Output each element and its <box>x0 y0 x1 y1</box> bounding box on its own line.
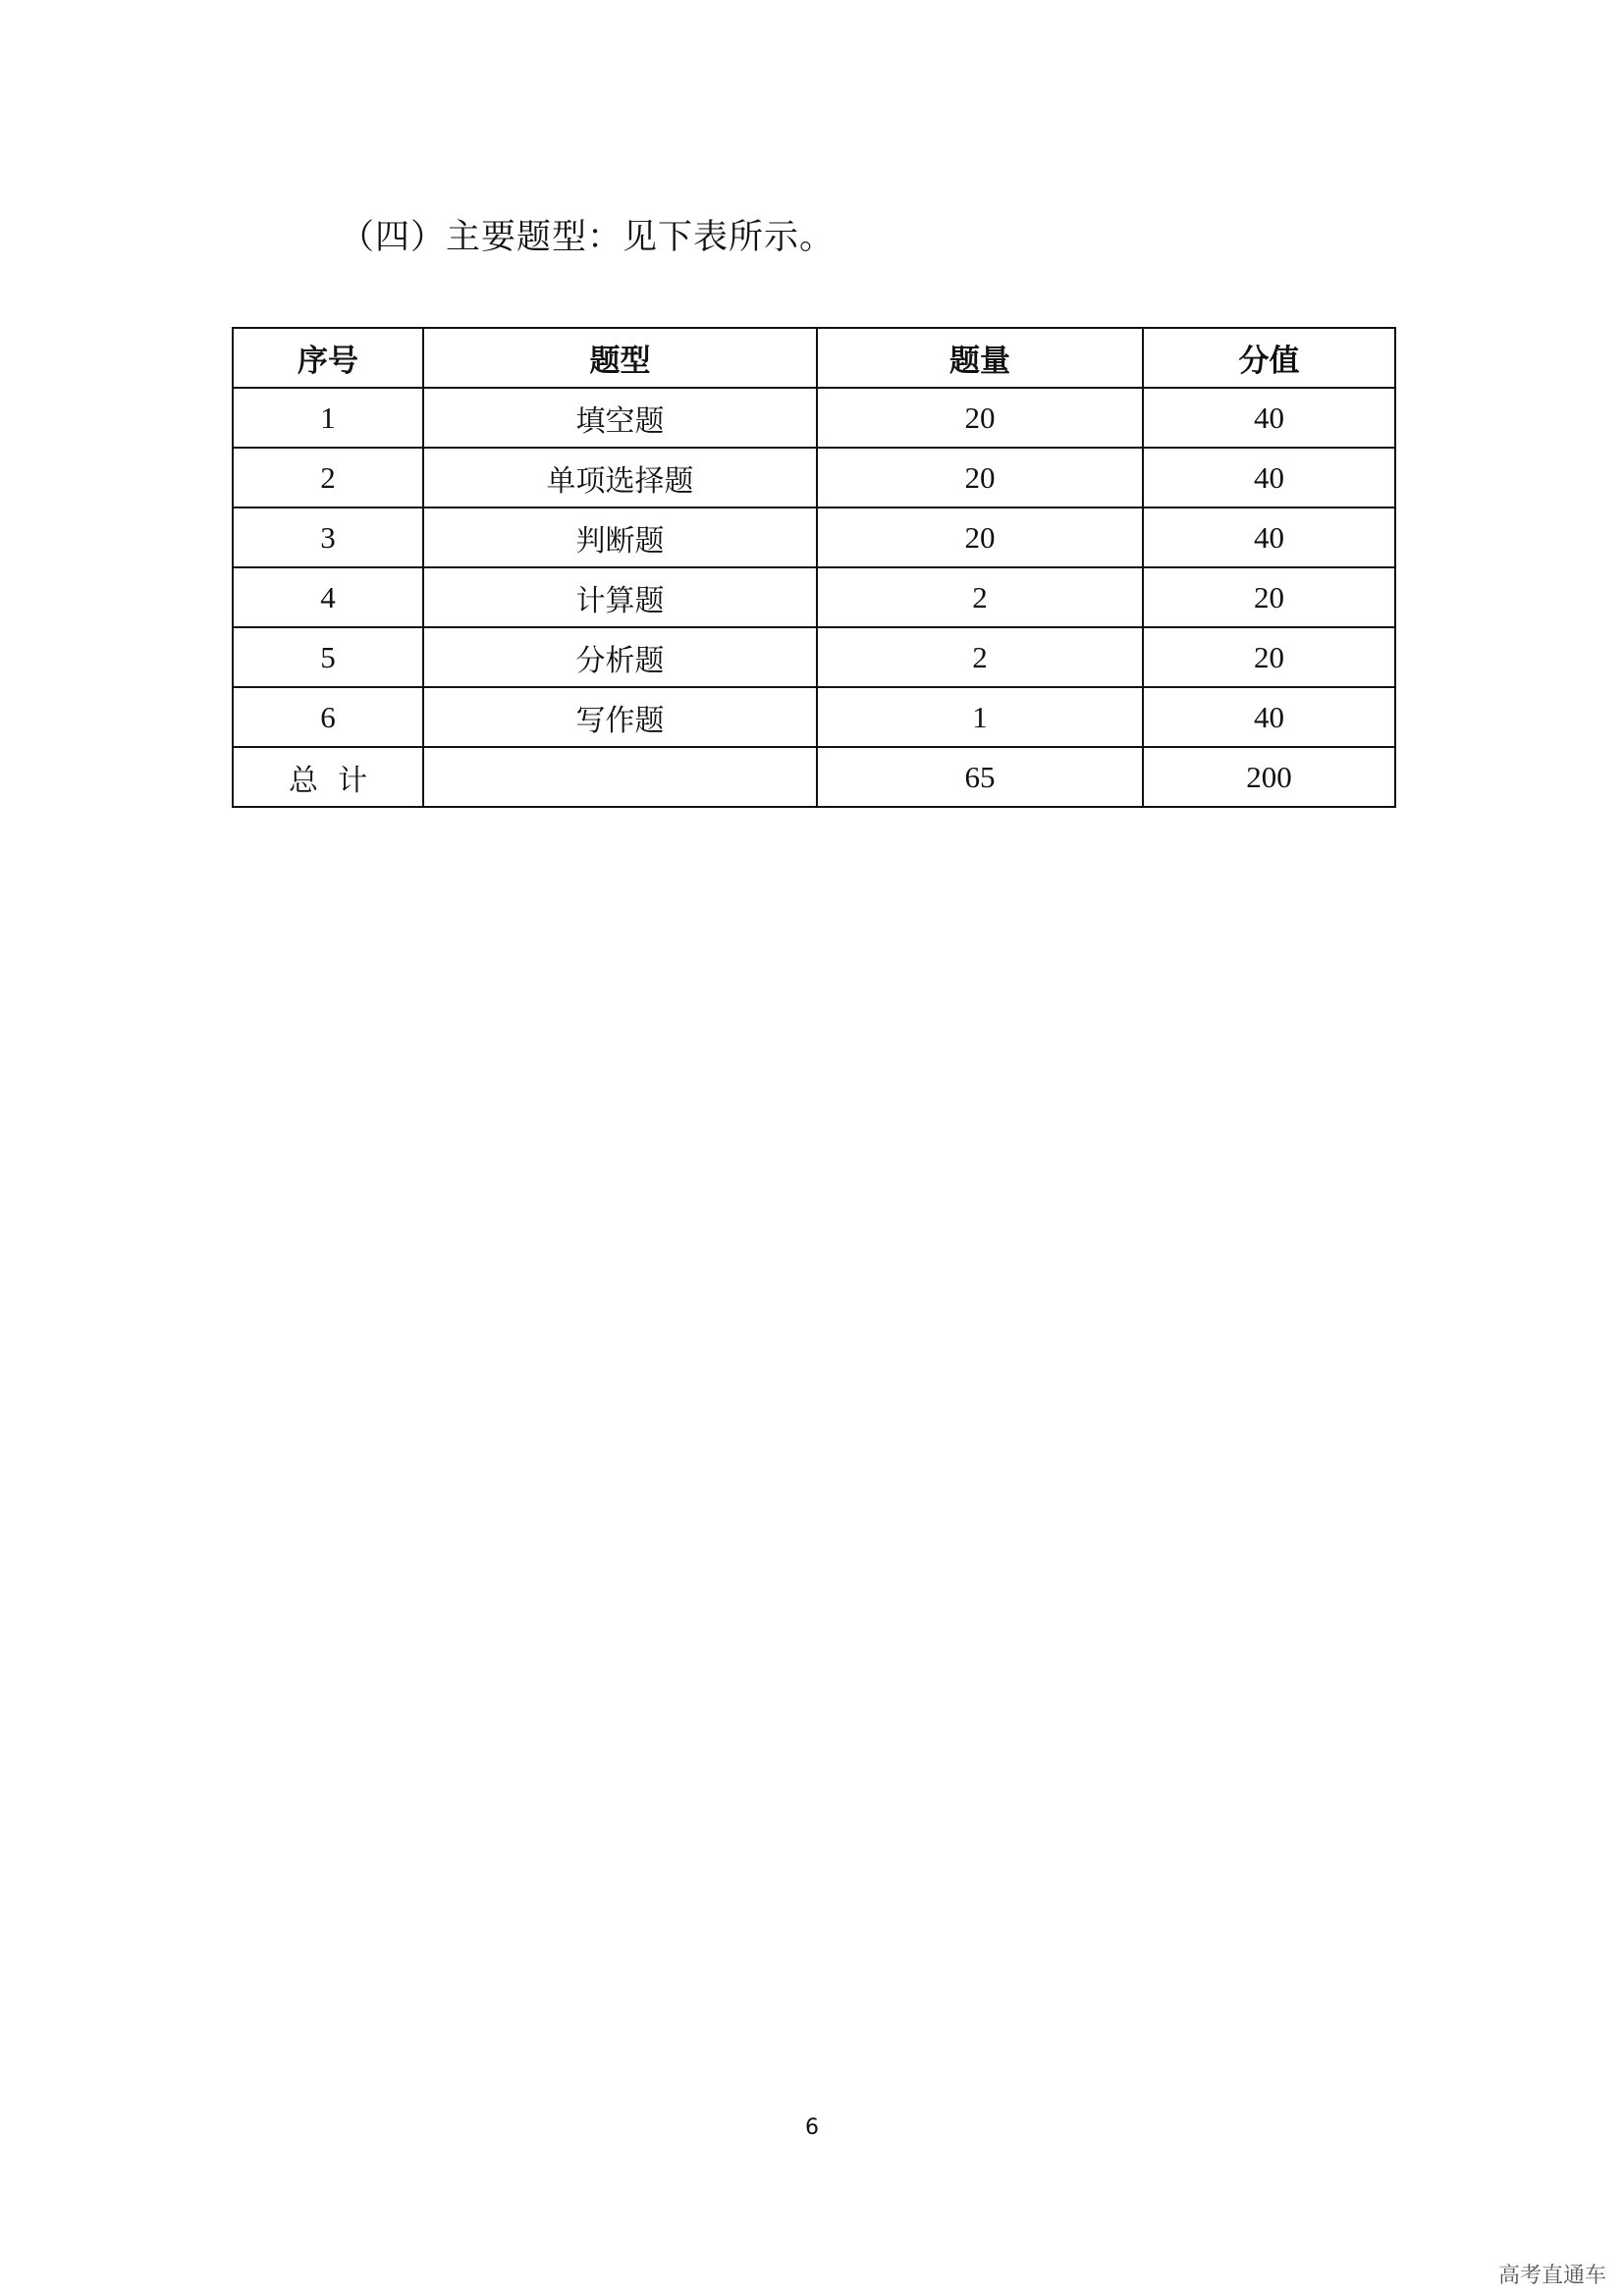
row-question-count: 1 <box>817 687 1143 747</box>
page-number: 6 <box>805 2115 819 2140</box>
row-score: 40 <box>1143 687 1395 747</box>
table-row <box>233 567 1395 627</box>
row-score: 40 <box>1143 507 1395 567</box>
row-index: 4 <box>233 567 423 627</box>
row-question-type: 写作题 <box>423 687 817 747</box>
header-index: 序号 <box>233 328 423 388</box>
row-score: 20 <box>1143 567 1395 627</box>
header-score: 分值 <box>1143 328 1395 388</box>
row-question-type: 单项选择题 <box>423 448 817 507</box>
table-row <box>233 627 1395 687</box>
table-row <box>233 388 1395 448</box>
table-header-row <box>233 328 1395 388</box>
header-question-count: 题量 <box>817 328 1143 388</box>
row-question-count: 20 <box>817 448 1143 507</box>
section-heading: （四）主要题型：见下表所示。 <box>340 218 836 257</box>
total-score: 200 <box>1143 747 1395 807</box>
row-index: 2 <box>233 448 423 507</box>
watermark: 高考直通车 <box>1497 2264 1606 2288</box>
table-total-row <box>233 747 1395 807</box>
row-question-type: 计算题 <box>423 567 817 627</box>
row-score: 40 <box>1143 388 1395 448</box>
row-score: 40 <box>1143 448 1395 507</box>
row-question-count: 20 <box>817 507 1143 567</box>
total-label-text: 总计 <box>289 763 387 798</box>
row-index: 6 <box>233 687 423 747</box>
total-question-count: 65 <box>817 747 1143 807</box>
table-row <box>233 687 1395 747</box>
table-row <box>233 507 1395 567</box>
total-label <box>233 747 423 807</box>
row-question-type: 判断题 <box>423 507 817 567</box>
row-index: 3 <box>233 507 423 567</box>
row-index: 1 <box>233 388 423 448</box>
row-question-count: 2 <box>817 567 1143 627</box>
total-question-type <box>423 747 817 807</box>
row-question-count: 2 <box>817 627 1143 687</box>
row-question-count: 20 <box>817 388 1143 448</box>
row-question-type: 填空题 <box>423 388 817 448</box>
row-score: 20 <box>1143 627 1395 687</box>
table-row <box>233 448 1395 507</box>
row-index: 5 <box>233 627 423 687</box>
header-question-type: 题型 <box>423 328 817 388</box>
question-type-table <box>232 327 1396 808</box>
row-question-type: 分析题 <box>423 627 817 687</box>
